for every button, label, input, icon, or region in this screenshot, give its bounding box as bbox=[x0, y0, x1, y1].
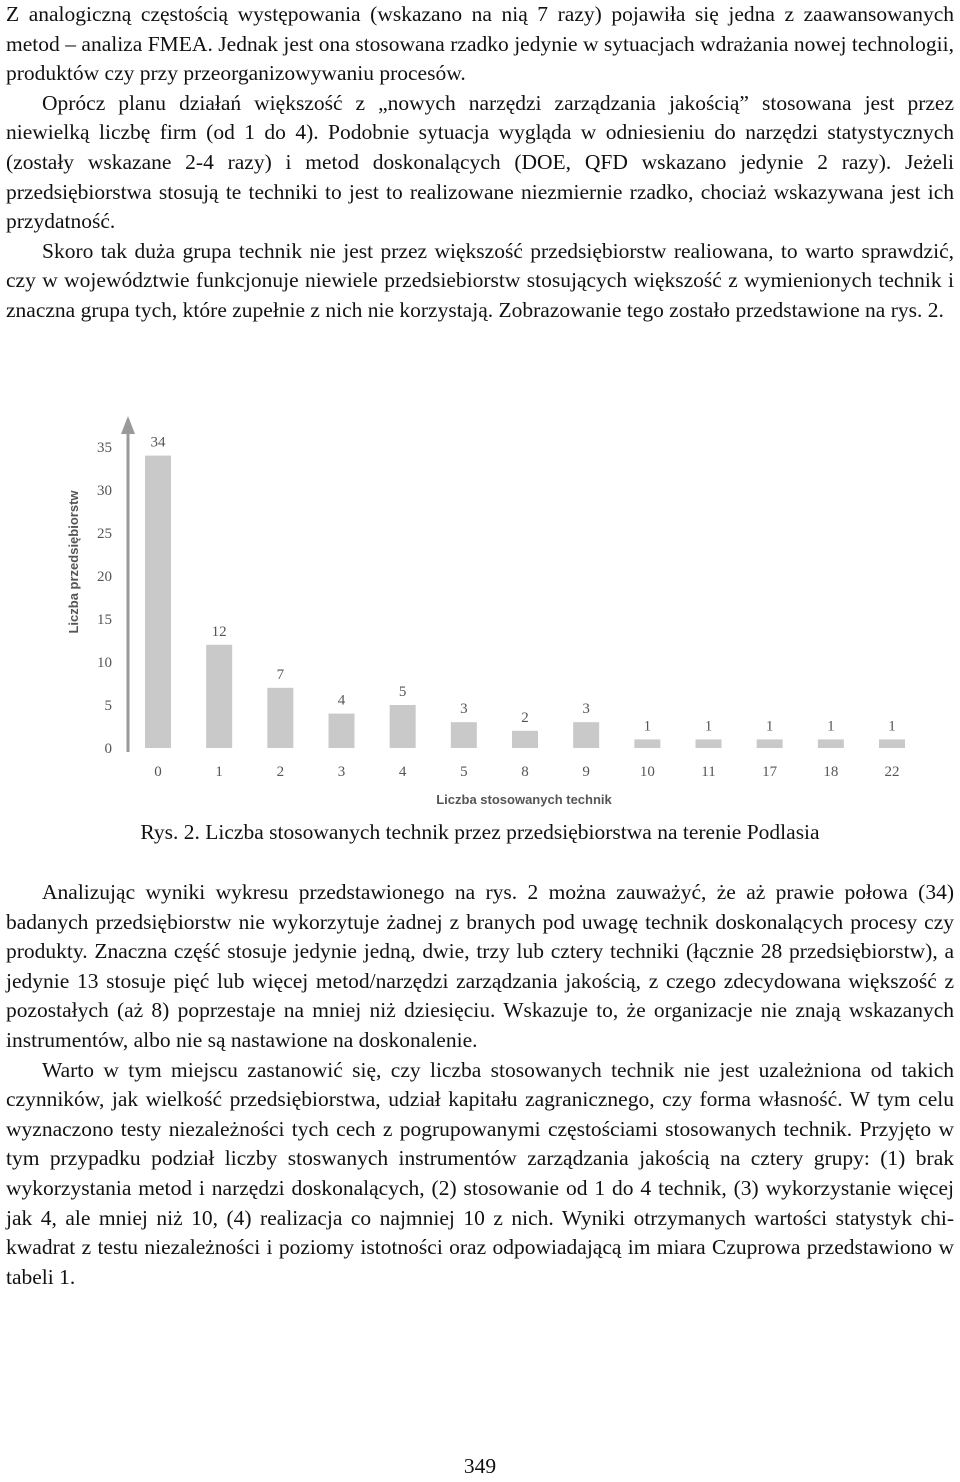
page-number: 349 bbox=[463, 1454, 497, 1478]
x-axis-title: Liczba stosowanych technik bbox=[436, 792, 612, 807]
bar-value-label: 34 bbox=[150, 434, 166, 451]
paragraph: Skoro tak duża grupa technik nie jest przez większość przedsiębiorstw realiowana, to warto sprawdzić, czy w województwie funkcjonuje niewiele przedsiebiorstw stosujących większość z wymienionych technik i znaczna grupa tych, które zupełnie z nich nie korzystają. Zobrazowanie tego zostało przedstawione na rys. 2. bbox=[6, 238, 954, 322]
y-tick-label: 35 bbox=[97, 440, 112, 456]
x-tick-label: 3 bbox=[337, 764, 346, 780]
x-tick-label: 2 bbox=[276, 764, 285, 780]
bar-value-label: 3 bbox=[582, 701, 590, 718]
x-tick-label: 11 bbox=[701, 764, 716, 780]
bar bbox=[634, 739, 660, 748]
bar bbox=[512, 731, 538, 748]
bar bbox=[145, 456, 171, 748]
x-tick-label: 22 bbox=[884, 764, 900, 780]
bar bbox=[390, 705, 416, 748]
bar bbox=[206, 645, 232, 748]
x-tick-label: 0 bbox=[154, 764, 162, 780]
bar-value-label: 1 bbox=[827, 718, 835, 735]
chart-svg bbox=[58, 412, 918, 812]
y-tick-label: 30 bbox=[97, 483, 112, 499]
bar-value-label: 2 bbox=[521, 709, 529, 726]
x-tick-label: 1 bbox=[215, 764, 223, 780]
y-tick-label: 15 bbox=[97, 612, 112, 628]
bar-value-label: 12 bbox=[211, 623, 227, 640]
body-text-top bbox=[6, 0, 954, 326]
x-tick-label: 4 bbox=[398, 764, 407, 780]
x-tick-label: 5 bbox=[460, 764, 468, 780]
y-tick-label: 10 bbox=[97, 655, 112, 671]
bar-chart bbox=[58, 412, 918, 812]
bar bbox=[879, 739, 905, 748]
bar bbox=[757, 739, 783, 748]
paragraph: Analizując wyniki wykresu przedstawionego na rys. 2 można zauważyć, że aż prawie połowa (34) badanych przedsiębiorstw nie wykorzytuje żadnej z branych pod uwagę technik doskonalących procesy czy produkty. Znaczna część stosuje jedynie jedną, dwie, trzy lub cztery techniki (łącznie 28 przedsiębiorstw), a jedynie 13 stosuje pięć lub więcej metod/narzędzi zarządzania jakością, z czego zdecydowana większość z pozostałych (aż 8) poprzestaje na mniej niż dziesięciu. Wskazuje to, że organizacje nie znają wskazanych instrumentów, albo nie są nastawione na doskonalenie. bbox=[6, 880, 954, 1052]
y-tick-label: 20 bbox=[97, 569, 112, 585]
bar-value-label: 1 bbox=[765, 718, 774, 735]
y-tick-label: 25 bbox=[97, 526, 112, 542]
bar-value-label: 1 bbox=[888, 718, 896, 735]
bar bbox=[573, 722, 599, 748]
bar-value-label: 1 bbox=[704, 718, 713, 735]
x-tick-label: 18 bbox=[823, 764, 839, 780]
paragraph: Oprócz planu działań większość z „nowych narzędzi zarządzania jakością” stosowana jest przez niewielką liczbę firm (od 1 do 4). Podobnie sytuacja wygląda w odniesieniu do narzędzi statystycznych (zostały wskazane 2-4 razy) i metod doskonalących (DOE, QFD wskazano jedynie 2 razy). Jeżeli przedsiębiorstwa stosują te techniki to jest to realizowane niezmiernie rzadko, chociaż wskazywana jest ich przydatność. bbox=[6, 90, 954, 234]
x-tick-label: 17 bbox=[762, 764, 778, 780]
bar-value-label: 5 bbox=[398, 684, 407, 700]
bar-value-label: 3 bbox=[460, 701, 468, 718]
x-tick-label: 10 bbox=[639, 764, 655, 780]
bar bbox=[451, 722, 477, 748]
y-axis-arrow bbox=[121, 416, 135, 434]
bar-value-label: 7 bbox=[276, 666, 285, 683]
y-tick-label: 0 bbox=[104, 741, 112, 757]
bar-value-label: 4 bbox=[337, 692, 346, 709]
figure-caption: Rys. 2. Liczba stosowanych technik przez przedsiębiorstwa na terenie Podlasia bbox=[140, 820, 820, 844]
bar bbox=[267, 688, 293, 748]
y-axis-title: Liczba przedsiębiorstw bbox=[66, 490, 81, 634]
bar bbox=[329, 714, 355, 748]
bar bbox=[696, 739, 722, 748]
bar-value-label: 1 bbox=[643, 718, 652, 735]
x-tick-label: 9 bbox=[582, 764, 590, 780]
paragraph: Warto w tym miejscu zastanowić się, czy liczba stosowanych technik nie jest uzależniona od takich czynników, jak wielkość przedsiębiorstwa, udział kapitału zagranicznego, czy forma własność. W tym celu wyznaczono testy niezależności tych cech z pogrupowanymi częstościami stosowanych technik. Przyjęto w tym przypadku podział liczby stoswanych instrumentów zarządzania jakością na cztery grupy: (1) brak wykorzystania metod i narzędzi doskonalących, (2) stosowanie od 1 do 4 technik, (3) wykorzystanie więcej jak 4, ale mniej niż 10, (4) realizacja co najmniej 10 z nich. Wyniki otrzymanych wartości statystyk chi-kwadrat z testu niezależności i poziomy istotności oraz odpowiadającą im miara Czuprowa przedstawiono w tabeli 1. bbox=[6, 1057, 954, 1289]
bar bbox=[818, 739, 844, 748]
body-text-bottom bbox=[6, 878, 954, 1292]
x-tick-label: 8 bbox=[521, 764, 529, 780]
paragraph: Z analogiczną częstością występowania (wskazano na nią 7 razy) pojawiła się jedna z zaawansowanych metod – analiza FMEA. Jednak jest ona stosowana rzadko jedynie w sytuacjach wdrażania nowej technologii, produktów czy przy przeorganizowywaniu procesów. bbox=[6, 2, 954, 86]
y-tick-label: 5 bbox=[104, 698, 112, 714]
